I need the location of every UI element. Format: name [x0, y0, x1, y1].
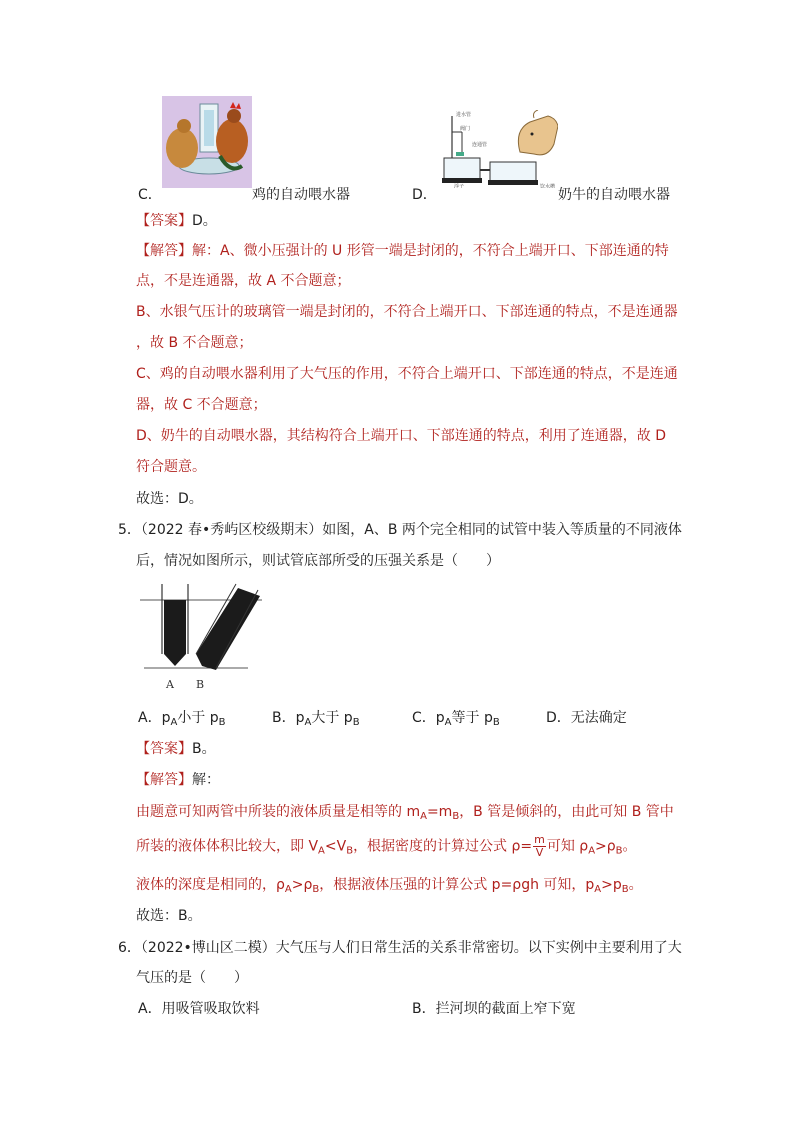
option-c-letter: C． [138, 187, 162, 203]
inlet-label: 进水管 [456, 112, 472, 118]
option-c-caption: 鸡的自动喂水器 [252, 187, 350, 203]
q5-stem-2: 后，情况如图所示，则试管底部所受的压强关系是（ ） [136, 553, 500, 569]
answer-tag: 【答案】 [136, 213, 192, 229]
cow-feeder-diagram [436, 110, 558, 188]
option-d-caption: 奶牛的自动喂水器 [558, 187, 670, 203]
q4-choice: 故选：D。 [136, 491, 203, 507]
q5-option-c: C．$p_A$等于 $p_B$ [412, 710, 500, 728]
q6-option-b: B．拦河坝的截面上窄下宽 [412, 1001, 576, 1017]
option-c [138, 184, 162, 204]
q5-answer: 【答案】B。 [136, 741, 216, 757]
q4-explain-line-6: 器，故 C 不合题意； [136, 397, 267, 413]
q6-stem-1: 6．（2022•博山区二模）大气压与人们日常生活的关系非常密切。以下实例中主要利用了大 [118, 940, 682, 956]
q4-explain-line-5: C、鸡的自动喂水器利用了大气压的作用，不符合上端开口、下部连通的特点，不是连通 [136, 366, 678, 382]
option-d-letter: D． [412, 187, 437, 203]
q5-explain-line-3: 液体的深度是相同的，$\rho_A>\rho_B$，根据液体压强的计算公式 p=ρgh 可知，$p_A>p_B$。 [136, 877, 643, 895]
test-tubes-figure [140, 582, 270, 692]
q5-explain-head: 【解答】解： [136, 772, 220, 788]
connector-label: 连通管 [472, 142, 488, 148]
explain-tag: 【解答】 [136, 243, 192, 259]
q4-explain-line-3: B、水银气压计的玻璃管一端是封闭的，不符合上端开口、下部连通的特点，不是连通器 [136, 304, 678, 320]
density-fraction: $\frac{m}{V}$ [534, 833, 545, 859]
chicken-feeder-image [162, 96, 252, 188]
q4-answer [136, 210, 217, 230]
q6-stem-2: 气压的是（ ） [136, 970, 248, 986]
q5-option-b: B．$p_A$大于 $p_B$ [272, 710, 360, 728]
q5-option-d: D．无法确定 [546, 710, 627, 726]
float-label: 浮子 [454, 184, 465, 188]
valve-label: 阀门 [460, 126, 471, 132]
trough-label: 饮水槽 [540, 184, 556, 188]
q6-option-a: A．用吸管吸取饮料 [138, 1001, 260, 1017]
q4-explain-line-7: D、奶牛的自动喂水器，其结构符合上端开口、下部连通的特点，利用了连通器，故 D [136, 428, 667, 444]
q5-explain-line-2: 所装的液体体积比较大，即 $V_A<V_B$，根据密度的计算过公式 ρ= $\frac{m}{V}$ 可知 $\rho_A>\rho_B$。 [136, 833, 637, 859]
answer-value: D。 [192, 213, 217, 229]
q5-explain-line-1: 由题意可知两管中所装的液体质量是相等的 $m_A=m_B$，B 管是倾斜的，由此可知 B 管中 [136, 804, 674, 822]
q5-stem-1: 5．（2022 春•秀屿区校级期末）如图，A、B 两个完全相同的试管中装入等质量的不同液体 [118, 522, 682, 538]
q4-explain-line-1: 【解答】解：A、微小压强计的 U 形管一端是封闭的，不符合上端开口、下部连通的特 [136, 243, 669, 259]
tube-b-label: B [196, 678, 205, 691]
tube-a-label: A [166, 678, 174, 691]
q5-choice: 故选：B。 [136, 908, 202, 924]
q4-explain-line-4: ，故 B 不合题意； [136, 335, 253, 351]
q4-explain-line-2: 点，不是连通器，故 A 不合题意； [136, 273, 351, 289]
q5-option-a: A．$p_A$小于 $p_B$ [138, 710, 226, 728]
q4-explain-line-8: 符合题意。 [136, 459, 206, 475]
